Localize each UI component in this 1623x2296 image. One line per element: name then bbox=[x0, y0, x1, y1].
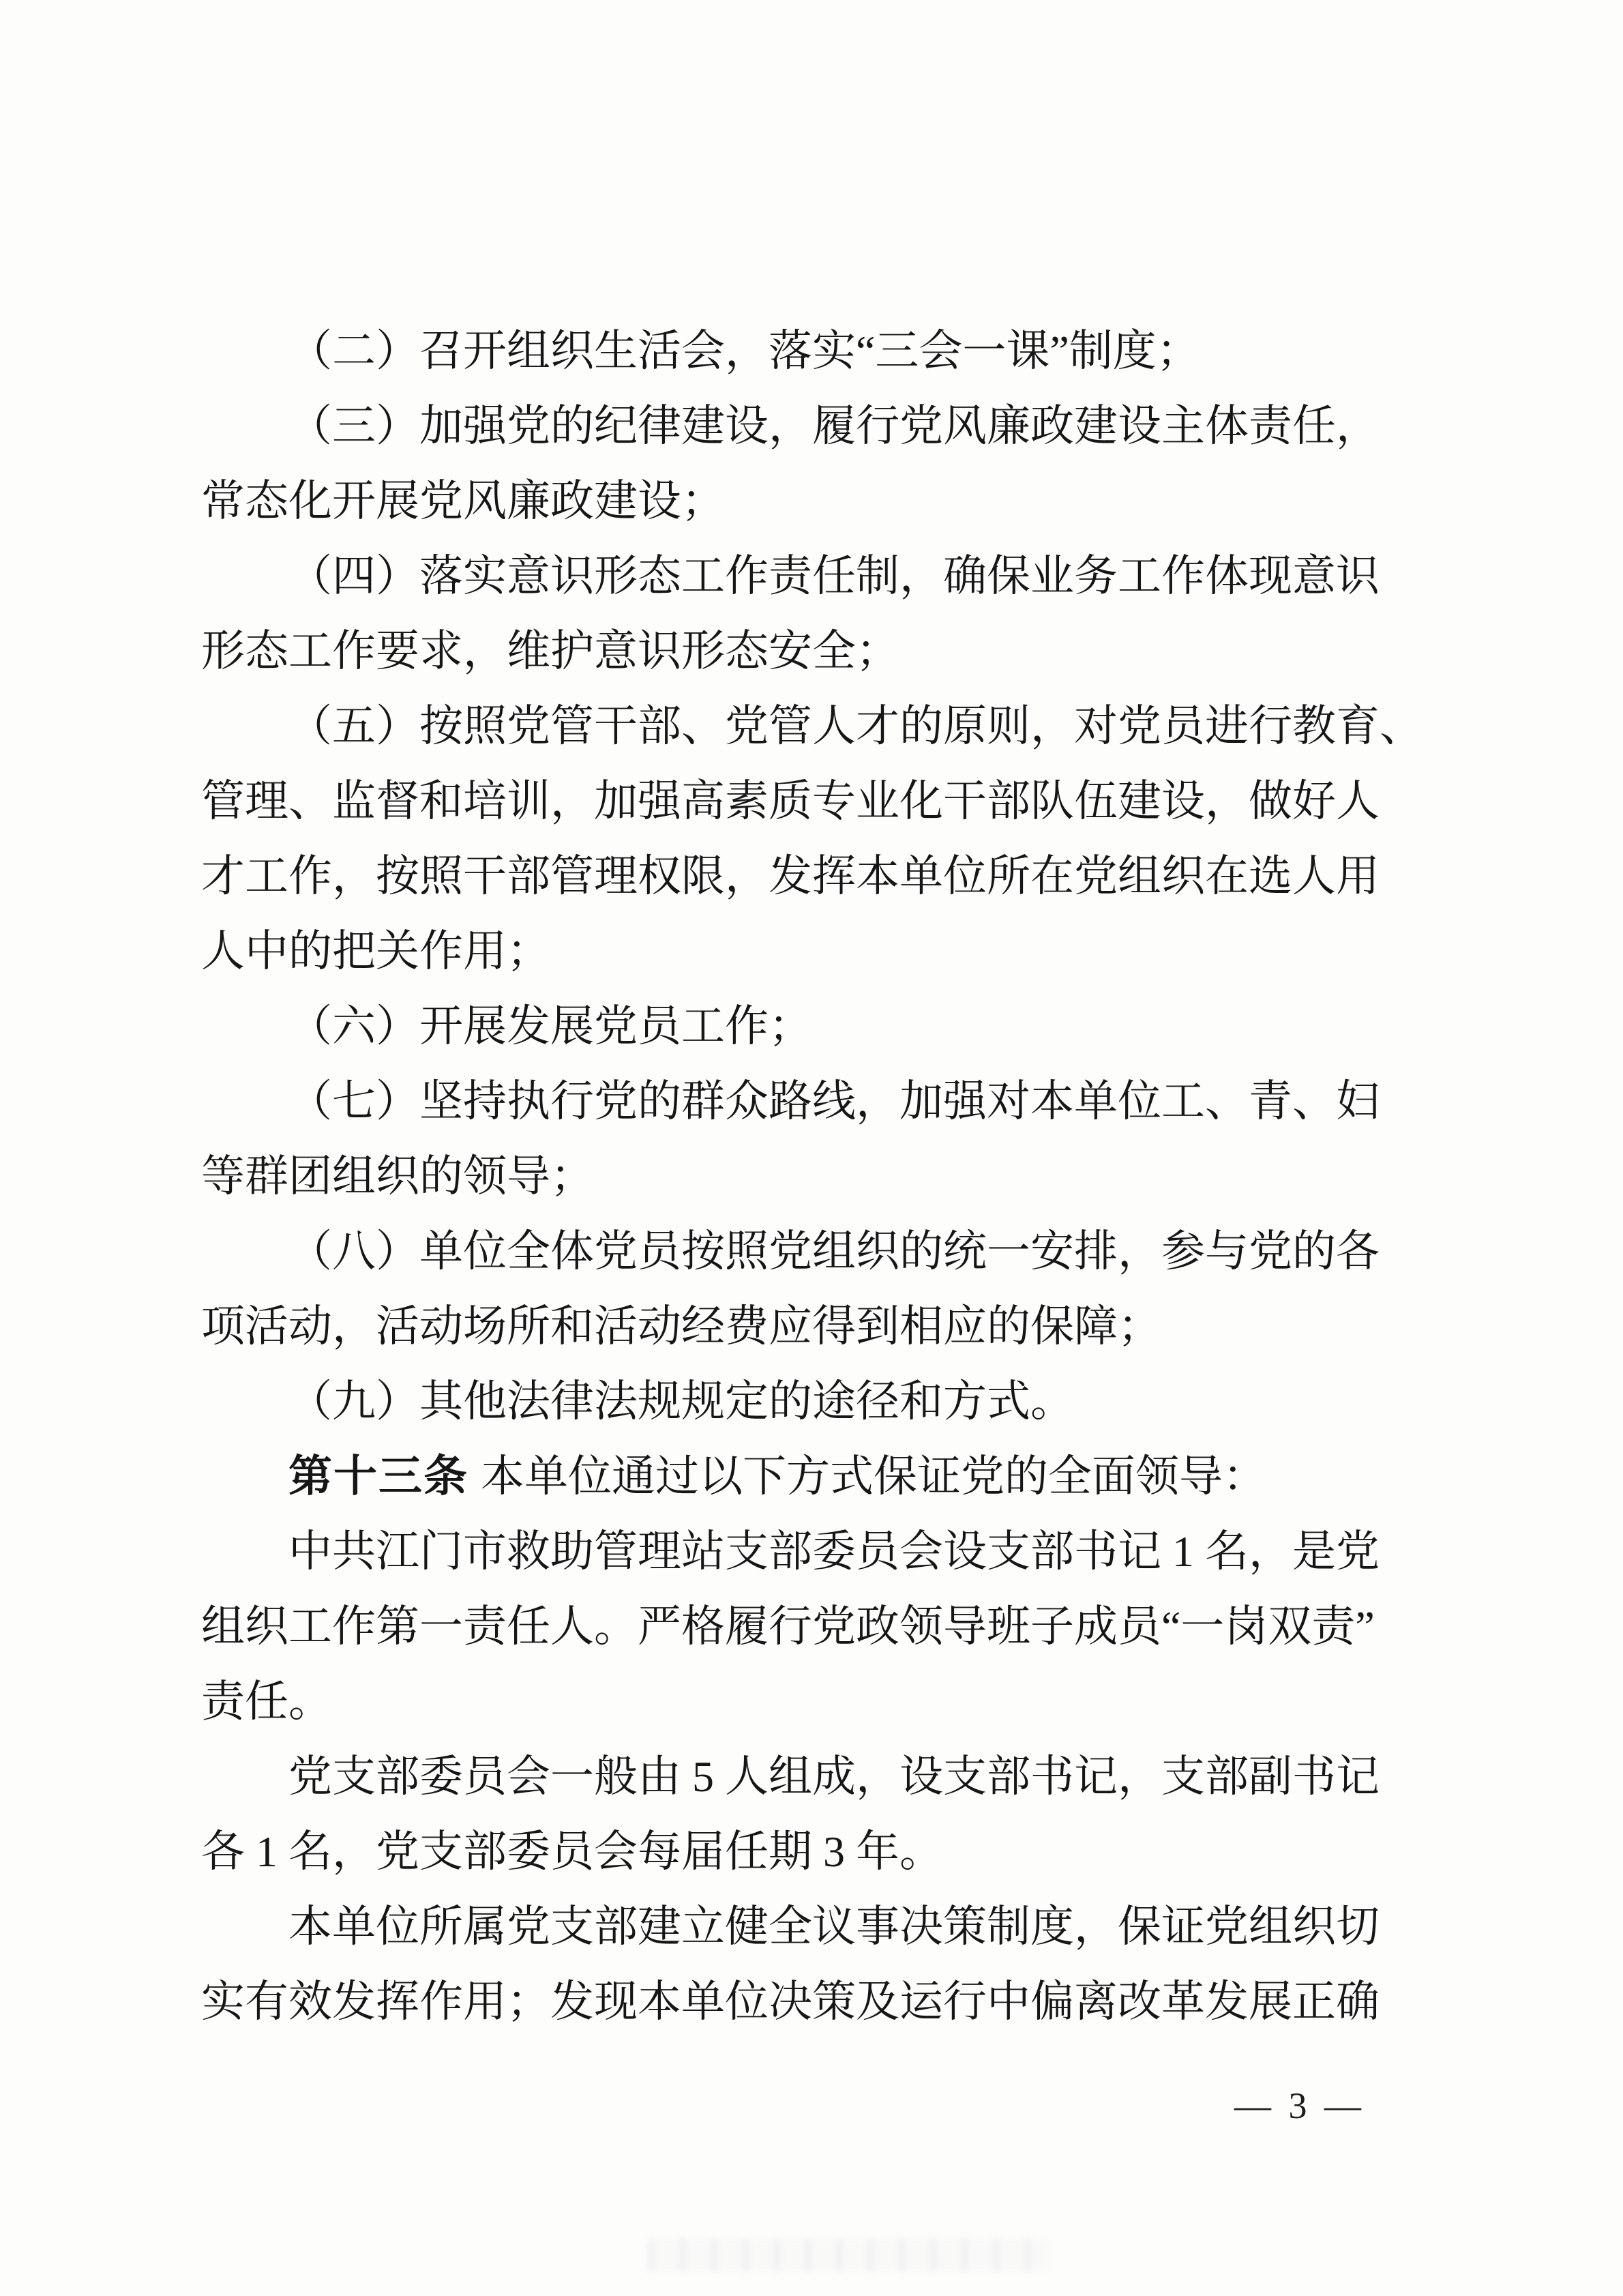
text-line-content: 管理、监督和培训，加强高素质专业化干部队伍建设，做好人 bbox=[201, 777, 1380, 825]
text-line bbox=[201, 839, 1429, 914]
text-line-content: 项活动，活动场所和活动经费应得到相应的保障； bbox=[201, 1302, 1161, 1351]
text-line-content: 等群团组织的领导； bbox=[201, 1152, 594, 1201]
text-line bbox=[201, 1139, 1429, 1214]
scan-bleed-artifact bbox=[648, 2239, 1050, 2271]
text-line bbox=[201, 1439, 1429, 1514]
text-line bbox=[201, 1739, 1429, 1814]
text-line bbox=[201, 1964, 1429, 2040]
text-line bbox=[201, 1589, 1429, 1664]
text-line bbox=[201, 764, 1429, 839]
text-line bbox=[201, 1889, 1429, 1964]
text-line-content: 才工作，按照干部管理权限，发挥本单位所在党组织在选人用 bbox=[201, 852, 1380, 900]
text-line-content: 本单位所属党支部建立健全议事决策制度，保证党组织切 bbox=[288, 1902, 1380, 1951]
text-line-content: 常态化开展党风廉政建设； bbox=[201, 477, 725, 525]
text-line-content: （五）按照党管干部、党管人才的原则，对党员进行教育、 bbox=[288, 702, 1423, 750]
text-line-content: （四）落实意识形态工作责任制，确保业务工作体现意识 bbox=[288, 552, 1380, 600]
text-line-content: 形态工作要求，维护意识形态安全； bbox=[201, 627, 899, 675]
text-line-content: 人中的把关作用； bbox=[201, 927, 550, 975]
text-line-content: （六）开展发展党员工作； bbox=[288, 1002, 812, 1050]
text-line bbox=[201, 1289, 1429, 1364]
text-line-content: （八）单位全体党员按照党组织的统一安排，参与党的各 bbox=[288, 1227, 1380, 1276]
text-line bbox=[201, 1064, 1429, 1139]
text-line-content: （三）加强党的纪律建设，履行党风廉政建设主体责任， bbox=[288, 402, 1380, 450]
clause-number-label: 第十三条 bbox=[288, 1452, 468, 1501]
text-line-content: 各 1 名，党支部委员会每届任期 3 年。 bbox=[201, 1827, 943, 1876]
text-line-content: （二）召开组织生活会，落实“三会一课”制度； bbox=[288, 327, 1200, 375]
text-line-content: 责任。 bbox=[201, 1677, 332, 1726]
document-text bbox=[201, 314, 1429, 2040]
text-line-content: （七）坚持执行党的群众路线，加强对本单位工、青、妇 bbox=[288, 1077, 1380, 1125]
text-line bbox=[201, 689, 1429, 764]
text-line bbox=[201, 989, 1429, 1064]
text-line bbox=[201, 1214, 1429, 1289]
text-line bbox=[201, 1814, 1429, 1889]
text-line bbox=[201, 614, 1429, 689]
text-line bbox=[201, 1664, 1429, 1739]
text-line-content: 中共江门市救助管理站支部委员会设支部书记 1 名，是党 bbox=[288, 1527, 1380, 1576]
text-line-content: 党支部委员会一般由 5 人组成，设支部书记，支部副书记 bbox=[288, 1752, 1380, 1801]
text-line bbox=[201, 464, 1429, 539]
text-line bbox=[201, 314, 1429, 389]
text-line-content: 组织工作第一责任人。严格履行党政领导班子成员“一岗双责” bbox=[201, 1602, 1375, 1651]
text-line bbox=[201, 539, 1429, 614]
text-line-content: 本单位通过以下方式保证党的全面领导： bbox=[481, 1452, 1266, 1501]
text-line bbox=[201, 914, 1429, 989]
text-line-content: 实有效发挥作用；发现本单位决策及运行中偏离改革发展正确 bbox=[201, 1977, 1380, 2026]
text-line bbox=[201, 1364, 1429, 1439]
text-line bbox=[201, 1514, 1429, 1589]
text-line-content: （九）其他法律法规规定的途径和方式。 bbox=[288, 1377, 1074, 1426]
page-number: — 3 — bbox=[1234, 2085, 1365, 2126]
text-line bbox=[201, 389, 1429, 464]
